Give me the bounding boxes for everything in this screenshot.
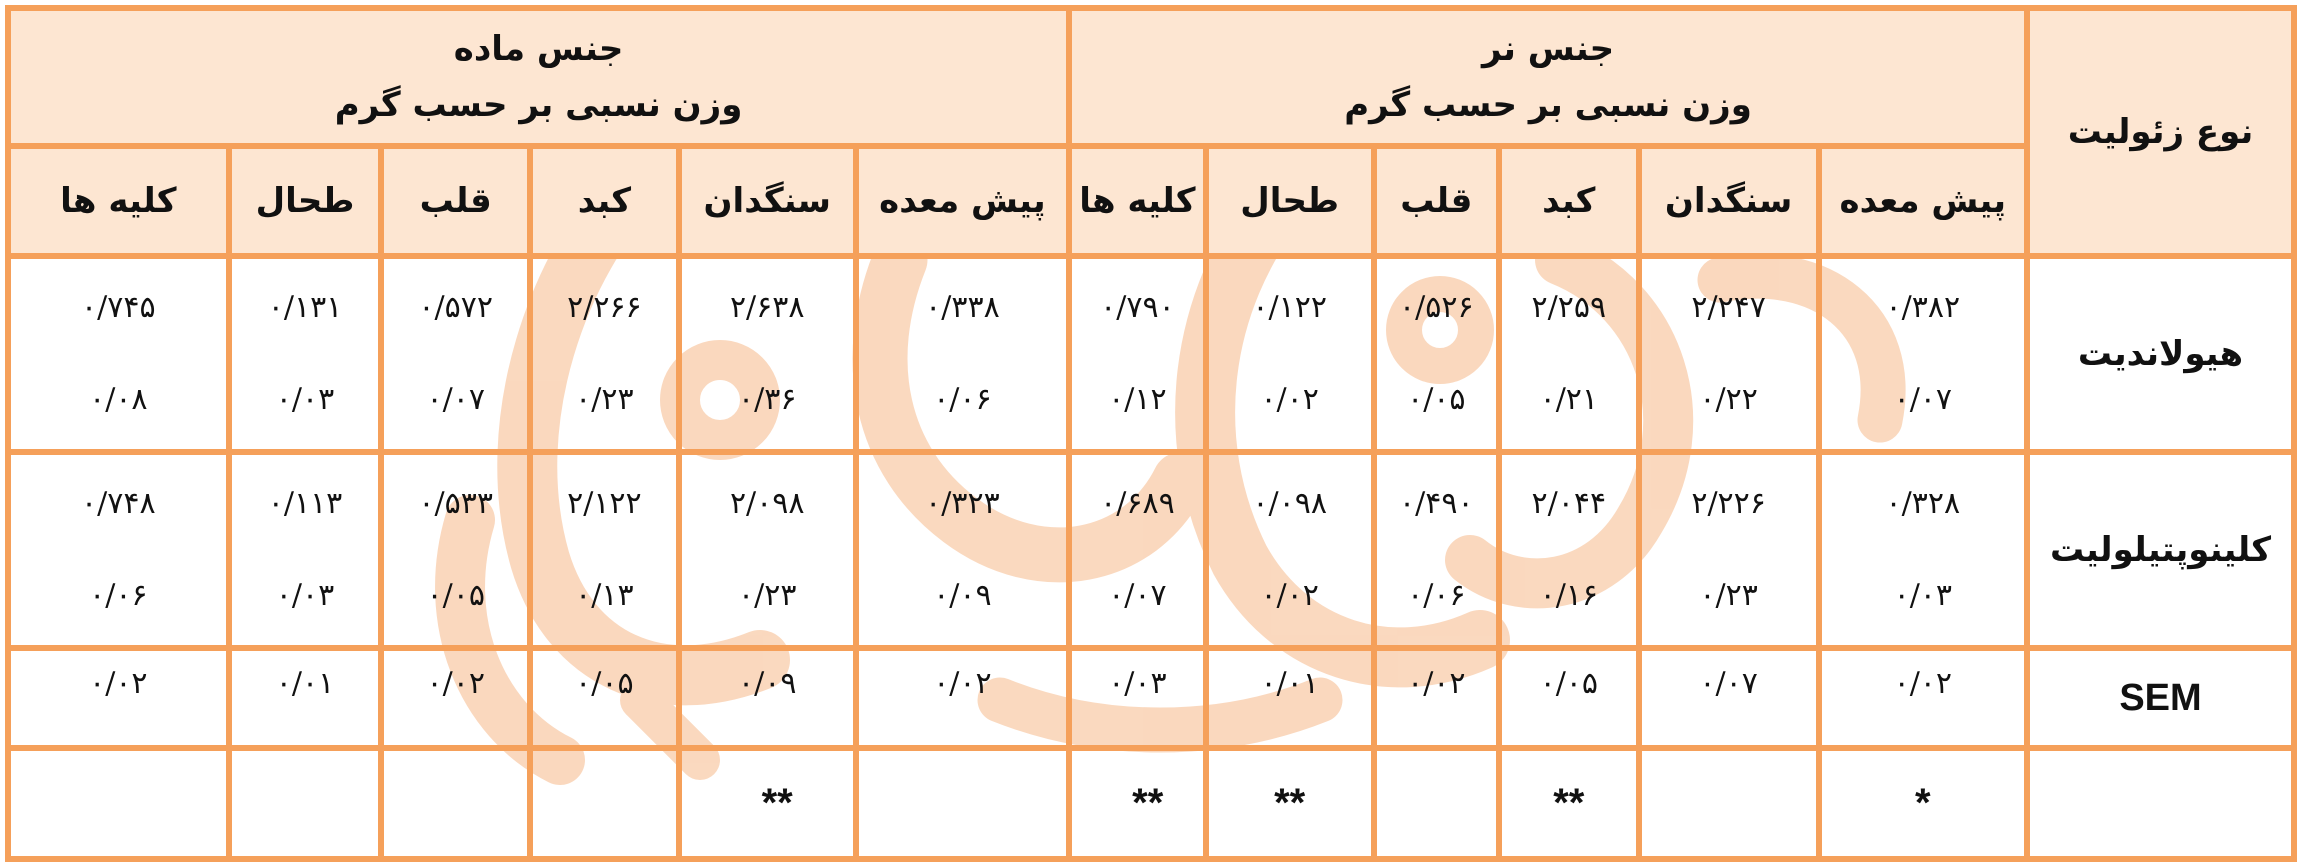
table-cell: ۰/۰۲ (8, 648, 229, 748)
significance-mark (1639, 748, 1819, 859)
organ-header: کلیه ها (8, 146, 229, 256)
male-header: جنس نر وزن نسبی بر حسب گرم (1069, 8, 2027, 146)
table-cell: ۲/۶۳۸ ۰/۳۶ (679, 256, 856, 452)
table-cell: ۰/۰۳ (1069, 648, 1206, 748)
zeolite-type-header: نوع زئولیت (2027, 8, 2294, 256)
table-cell: ۰/۰۱ (1206, 648, 1374, 748)
table-cell: ۰/۱۱۳ ۰/۰۳ (229, 452, 382, 648)
significance-mark (381, 748, 530, 859)
organ-header: قلب (1374, 146, 1499, 256)
table-cell: ۰/۱۳۱ ۰/۰۳ (229, 256, 382, 452)
table-cell: ۰/۱۲۲ ۰/۰۲ (1206, 256, 1374, 452)
significance-mark: ** (1069, 748, 1206, 859)
table-cell: ۲/۱۲۲ ۰/۱۳ (530, 452, 679, 648)
table-cell: ۰/۳۸۲ ۰/۰۷ (1819, 256, 2027, 452)
table-cell: ۰/۰۲ (1374, 648, 1499, 748)
table-cell: ۰/۵۲۶ ۰/۰۵ (1374, 256, 1499, 452)
table-cell: ۰/۰۲ (1819, 648, 2027, 748)
table-cell: ۰/۰۹۸ ۰/۰۲ (1206, 452, 1374, 648)
significance-mark (856, 748, 1069, 859)
organ-header: کبد (1499, 146, 1639, 256)
table-cell: ۲/۲۲۶ ۰/۲۳ (1639, 452, 1819, 648)
table-row (8, 748, 2294, 859)
table-cell: ۰/۷۴۸ ۰/۰۶ (8, 452, 229, 648)
table-cell: ۲/۲۶۶ ۰/۲۳ (530, 256, 679, 452)
significance-mark: * (1819, 748, 2027, 859)
table-cell: ۰/۳۳۸ ۰/۰۶ (856, 256, 1069, 452)
table-cell: ۰/۵۳۳ ۰/۰۵ (381, 452, 530, 648)
organ-header: سنگدان (1639, 146, 1819, 256)
table-cell: ۰/۰۵ (530, 648, 679, 748)
table-cell: ۲/۲۵۹ ۰/۲۱ (1499, 256, 1639, 452)
organ-header: طحال (229, 146, 382, 256)
table-row (8, 256, 2294, 452)
organ-header: قلب (381, 146, 530, 256)
organ-header: پیش معده (856, 146, 1069, 256)
organ-header: کبد (530, 146, 679, 256)
table-row (8, 648, 2294, 748)
table-cell: ۰/۰۱ (229, 648, 382, 748)
table-cell: ۰/۴۹۰ ۰/۰۶ (1374, 452, 1499, 648)
table-row (8, 452, 2294, 648)
table-cell: ۲/۲۴۷ ۰/۲۲ (1639, 256, 1819, 452)
table-cell: ۲/۰۴۴ ۰/۱۶ (1499, 452, 1639, 648)
table-cell: ۰/۷۹۰ ۰/۱۲ (1069, 256, 1206, 452)
significance-mark (8, 748, 229, 859)
significance-mark: ** (1206, 748, 1374, 859)
significance-mark (229, 748, 382, 859)
results-table (5, 5, 2297, 862)
table-cell: ۰/۶۸۹ ۰/۰۷ (1069, 452, 1206, 648)
table-cell: ۰/۰۷ (1639, 648, 1819, 748)
table-cell: ۰/۰۲ (856, 648, 1069, 748)
sem-label: SEM (2027, 648, 2294, 748)
table-cell (2027, 748, 2294, 859)
organ-header: سنگدان (679, 146, 856, 256)
organ-header: طحال (1206, 146, 1374, 256)
table-cell: ۰/۳۲۸ ۰/۰۳ (1819, 452, 2027, 648)
table-cell: ۰/۵۷۲ ۰/۰۷ (381, 256, 530, 452)
significance-mark: ** (679, 748, 856, 859)
row-label: کلینوپتیلولیت (2027, 452, 2294, 648)
table-cell: ۲/۰۹۸ ۰/۲۳ (679, 452, 856, 648)
significance-mark: ** (1499, 748, 1639, 859)
table-cell: ۰/۳۲۳ ۰/۰۹ (856, 452, 1069, 648)
table-cell: ۰/۷۴۵ ۰/۰۸ (8, 256, 229, 452)
significance-mark (530, 748, 679, 859)
organ-header: پیش معده (1819, 146, 2027, 256)
row-label: هیولاندیت (2027, 256, 2294, 452)
table-cell: ۰/۰۵ (1499, 648, 1639, 748)
female-header: جنس ماده وزن نسبی بر حسب گرم (8, 8, 1069, 146)
table-cell: ۰/۰۹ (679, 648, 856, 748)
organ-header: کلیه ها (1069, 146, 1206, 256)
significance-mark (1374, 748, 1499, 859)
table-cell: ۰/۰۲ (381, 648, 530, 748)
